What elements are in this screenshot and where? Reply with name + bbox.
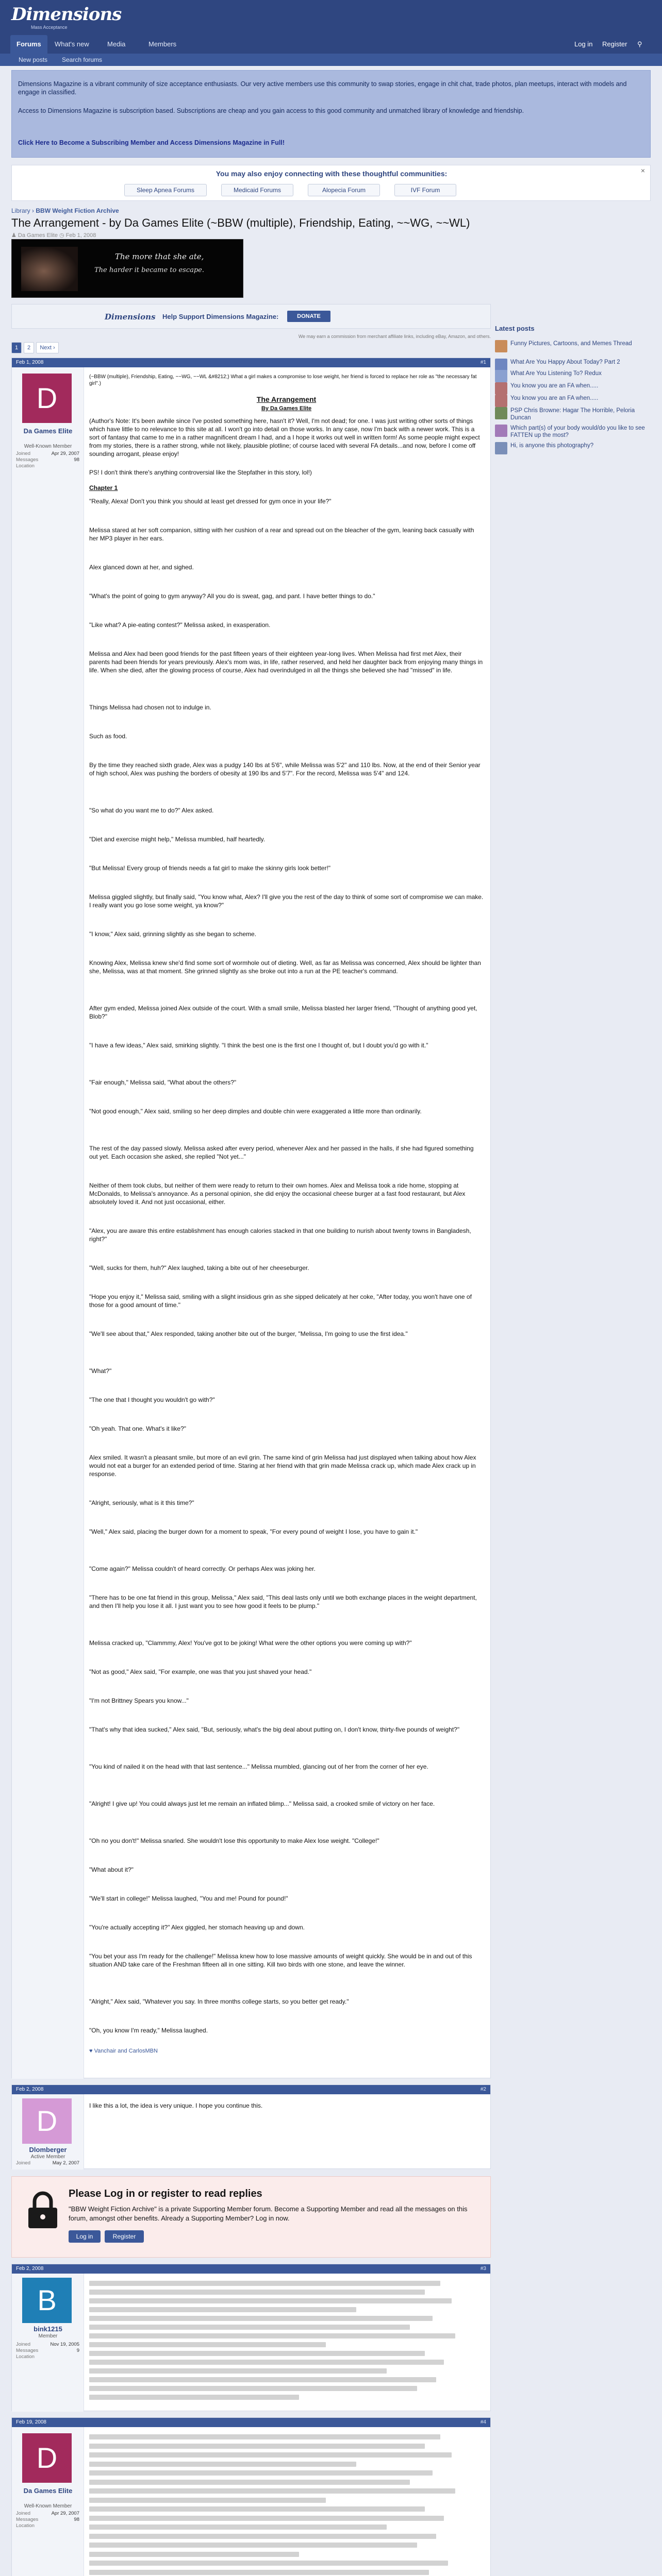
story-paragraph: "So what do you want me to do?" Alex asked. <box>89 807 214 814</box>
user-title: Well-Known Member <box>24 2503 72 2509</box>
post-text: I like this a lot, the idea is very unique. I hope you continue this. <box>89 2102 263 2109</box>
messages-label: Messages <box>16 2517 39 2522</box>
joined-label: Joined <box>16 451 30 456</box>
story-paragraph: Neither of them took clubs, but neither of them were ready to return to their own homes. Alex and Melissa took a ride home, stopping at McDonalds, to Melissa's annoyance. As a personal opinion, she did enjoy the occasional cheese burger at a fast food restaurant, but Alex absolutely loved it. And not just occasional, either. <box>89 1182 466 1206</box>
username[interactable]: Da Games Elite <box>23 2487 73 2495</box>
user-card <box>12 2427 84 2576</box>
user-card <box>12 367 84 2079</box>
sidebar-post-title[interactable]: Which part(s) of your body would/do you like to see FATTEN up the most? <box>510 425 645 438</box>
community-link-medicaid[interactable]: Medicaid Forums <box>221 184 293 196</box>
story-byline: By Da Games Elite <box>261 405 312 412</box>
communities-box <box>11 165 651 201</box>
redacted-line <box>89 2570 429 2575</box>
redacted-line <box>89 2342 326 2347</box>
user-card <box>12 2094 84 2170</box>
nav-tab-whats-new[interactable]: What's new <box>55 40 89 48</box>
joined-value: Nov 19, 2005 <box>50 2342 79 2347</box>
banner-image <box>21 247 78 291</box>
user-title: Active Member <box>30 2154 65 2160</box>
story-tags: (~BBW (multiple), Friendship, Eating, ~~WG, ~~WL &#8212;) What a girl makes a compromise to lose weight, her friend is forced to replace her role as "the necessary fat girl".) <box>89 374 477 386</box>
post-3 <box>11 2264 491 2411</box>
hidden-post-content <box>89 2281 484 2404</box>
redacted-line <box>89 2386 417 2391</box>
avatar[interactable]: B <box>22 2278 72 2323</box>
joined-value: Apr 29, 2007 <box>51 451 79 456</box>
close-icon[interactable]: × <box>640 166 645 175</box>
story-paragraph: "Alright, seriously, what is it this time?" <box>89 1499 194 1506</box>
location-label: Location <box>16 2354 35 2360</box>
sidebar-post-item[interactable] <box>495 340 651 357</box>
notice-intro: Dimensions Magazine is a vibrant community of size acceptance enthusiasts. Our very active members use this community to swap stories, engage in chit chat, trade photos, plan meetups, interact with models and engage in classified. <box>18 80 627 96</box>
joined-value: May 2, 2007 <box>52 2160 79 2166</box>
search-icon: ⚲ <box>637 40 642 48</box>
post-number[interactable]: #1 <box>480 360 486 365</box>
story-paragraph: "Not good enough," Alex said, smiling so her deep dimples and double chin were exaggerated a little more than ordinarily. <box>89 1108 422 1115</box>
story-paragraph: Such as food. <box>89 733 127 740</box>
redacted-line <box>89 2488 455 2494</box>
site-logo[interactable]: Dimensions <box>11 4 122 25</box>
redacted-line <box>89 2516 444 2521</box>
sidebar-post-item[interactable] <box>495 442 651 459</box>
story-paragraph: Melissa stared at her soft companion, sitting with her cushion of a rear and spread out on the bleacher of the gym, leaning back casually with her MP3 player in her ears. <box>89 527 474 542</box>
story-paragraph: "Like what? A pie-eating contest?" Melissa asked, in exasperation. <box>89 621 271 629</box>
post-header <box>12 358 490 367</box>
sidebar-post-item[interactable] <box>495 407 651 423</box>
likes-users[interactable]: Vanchair and CarlosMBN <box>94 2048 158 2054</box>
community-link-ivf[interactable]: IVF Forum <box>394 184 456 196</box>
next-page-button[interactable]: Next › <box>36 342 59 353</box>
messages-value: 98 <box>74 2517 79 2522</box>
story-paragraph: "That's why that idea sucked," Alex said, "But, seriously, what's the big deal about putting on, I don't know, thirty-five pounds of weight?" <box>89 1726 460 1733</box>
subnav-search-forums[interactable]: Search forums <box>62 56 103 63</box>
redacted-line <box>89 2368 387 2374</box>
messages-label: Messages <box>16 457 39 463</box>
story-paragraph: "What's the point of going to gym anyway? All you do is sweat, gag, and pant. I have better things to do." <box>89 592 375 600</box>
sidebar-post-item[interactable] <box>495 425 651 441</box>
story-paragraph: "There has to be one fat friend in this group, Melissa," Alex said, "This deal lasts only until we both exchange places in the weight department, and then I'll help you lose it all. I just want you to see how good it feels to be plump." <box>89 1594 477 1609</box>
post-header <box>12 2418 490 2427</box>
post-number[interactable]: #4 <box>480 2419 486 2425</box>
messages-label: Messages <box>16 2348 39 2353</box>
story-paragraph: By the time they reached sixth grade, Alex was a pudgy 140 lbs at 5'6", while Melissa was 5'2" and 110 lbs. Now, at the end of their Senior year of high school, Alex was pushing the borders of obesity at 190 lbs and 5'7". For the record, Melissa was 5'4" and 124. <box>89 761 481 777</box>
thread-date: Feb 1, 2008 <box>65 232 96 239</box>
username[interactable]: Da Games Elite <box>23 427 73 435</box>
sidebar-post-title[interactable]: What Are You Happy About Today? Part 2 <box>510 359 620 365</box>
lock-icon <box>26 2191 59 2229</box>
story-paragraph: "I have a few ideas," Alex said, smirking slightly. "I think the best one is the first one I thought of, but I doubt you'd go with it." <box>89 1042 428 1049</box>
sidebar-post-title[interactable]: You know you are an FA when..... <box>510 395 599 401</box>
redacted-line <box>89 2307 356 2312</box>
redacted-line <box>89 2561 448 2566</box>
register-link[interactable]: Register <box>602 40 627 48</box>
page-2-button[interactable]: 2 <box>24 342 34 353</box>
redacted-line <box>89 2298 452 2303</box>
story-paragraph: "You kind of nailed it on the head with that last sentence..." Melissa mumbled, glancing out of her from the corner of her eye. <box>89 1763 428 1770</box>
story-paragraph: The rest of the day passed slowly. Melissa asked after every period, whenever Alex and her passed in the halls, if she had figured something out yet. Each occasion she asked, she replied "Not yet..." <box>89 1145 474 1160</box>
story-paragraph: "But Melissa! Every group of friends needs a fat girl to make the skinny girls look better!" <box>89 865 331 872</box>
story-paragraph: "What?" <box>89 1367 112 1375</box>
breadcrumb-library[interactable]: Library <box>11 207 30 214</box>
site-tagline: Mass Acceptance <box>31 25 68 30</box>
redacted-line <box>89 2351 425 2356</box>
sub-nav <box>0 54 662 66</box>
user-title: Member <box>38 2333 58 2339</box>
pagination <box>11 342 114 353</box>
story-paragraph: "We'll start in college!" Melissa laughed, "You and me! Pound for pound!" <box>89 1895 288 1902</box>
sidebar-post-title[interactable]: PSP Chris Browne: Hagar The Horrible, Peloria Duncan <box>510 408 635 421</box>
story-paragraph: Melissa cracked up, "Clammmy, Alex! You've got to be joking! What were the other options you were coming up with?" <box>89 1639 412 1647</box>
story-paragraph: "Alright! I give up! You could always just let me remain an inflated blimp..." Melissa said, a crooked smile of victory on her face. <box>89 1800 435 1807</box>
story-paragraph: Things Melissa had chosen not to indulge in. <box>89 704 211 711</box>
redacted-line <box>89 2552 299 2557</box>
login-required-notice <box>11 2176 491 2258</box>
banner-line-1: The more that she ate, <box>115 252 204 261</box>
post-body <box>89 374 484 2063</box>
chevron-right-icon: › <box>32 207 36 214</box>
redacted-line <box>89 2470 433 2476</box>
support-logo: Dimensions <box>105 312 156 321</box>
redacted-line <box>89 2462 356 2467</box>
messages-value: 9 <box>76 2348 79 2353</box>
story-paragraph: "You bet your ass I'm ready for the challenge!" Melissa knew how to lose massive amounts of weight quickly. She would be in and out of this situation AND take care of the Freshman fifteen all in one sitting. Kill two birds with one stone, and leave the winner. <box>89 1953 472 1968</box>
post-date[interactable]: Feb 2, 2008 <box>16 2087 44 2092</box>
thread-thumbnail <box>495 340 507 352</box>
author-ps: PS! I don't think there's anything controversial like the Stepfather in this story, lol!) <box>89 469 312 476</box>
nav-tab-media[interactable]: Media <box>107 40 126 48</box>
breadcrumb <box>11 207 119 214</box>
donate-button[interactable]: DONATE <box>287 311 330 322</box>
thread-title: The Arrangement - by Da Games Elite (~BBW (multiple), Friendship, Eating, ~~WG, ~~WL) <box>11 216 470 229</box>
story-paragraph: "Alex, you are aware this entire establishment has enough calories stacked in that one building to nurish about twenty towns in Bangladesh, right?" <box>89 1227 471 1243</box>
post-4 <box>11 2417 491 2576</box>
hidden-post-content <box>89 2434 484 2576</box>
story-paragraph: "Come again?" Melissa couldn't of heard correctly. Or perhaps Alex was joking her. <box>89 1565 316 1572</box>
post-header <box>12 2085 490 2094</box>
story-paragraph: "I know," Alex said, grinning slightly as she began to scheme. <box>89 930 257 938</box>
redacted-line <box>89 2316 433 2321</box>
username[interactable]: bink1215 <box>34 2325 62 2333</box>
joined-label: Joined <box>16 2511 30 2516</box>
redacted-line <box>89 2452 452 2458</box>
sidebar-post-title[interactable]: Hi, is anyone this photography? <box>510 443 594 449</box>
redacted-line <box>89 2524 387 2530</box>
redacted-line <box>89 2333 455 2338</box>
redacted-line <box>89 2281 440 2286</box>
story-paragraph: "Alright," Alex said, "Whatever you say. In three months college starts, so you better get ready." <box>89 1998 349 2005</box>
page-1-button[interactable]: 1 <box>11 342 22 353</box>
support-text: Help Support Dimensions Magazine: <box>162 313 279 320</box>
redacted-line <box>89 2377 436 2382</box>
avatar[interactable]: D <box>22 2433 72 2483</box>
sidebar-post-title[interactable]: Funny Pictures, Cartoons, and Memes Thread <box>510 341 632 347</box>
login-required-text: "BBW Weight Fiction Archive" is a private Supporting Member forum. Become a Supporting Member and read all the messages on this forum, amongst other benefits. Already a Supporting Member? Log in now. <box>69 2205 468 2222</box>
support-bar <box>11 304 491 329</box>
post-1 <box>11 358 491 2078</box>
sidebar-post-title[interactable]: What Are You Listening To? Redux <box>510 370 602 377</box>
post-date[interactable]: Feb 1, 2008 <box>16 360 44 365</box>
thread-author[interactable]: Da Games Elite <box>18 232 58 239</box>
author-note: (Author's Note: It's been awhile since I've posted something here, hasn't it? Well, I'm not dead; for one. I was just writing other sorts of things which have little to no relevance to this site at all. I won't go into detail on those works. In any case, now I'm back with a newer work. This is a sort of fantasy that came to me in a rather magnificent dream I had, and a I hope it works out well in written form! As some people might expect from my stories, there is a rather strong, while not likely, plausible plotline; of course laced with several FA details...and now, before I come off sounding arrogant, please enjoy! <box>89 417 480 457</box>
story-paragraph: Melissa giggled slightly, but finally said, "You know what, Alex? I'll give you the rest of the day to think of some sort of compromise we can make. I really want you go lose some weight, ya know?" <box>89 893 484 909</box>
post-likes <box>89 2047 484 2055</box>
notice-subscription: Access to Dimensions Magazine is subscription based. Subscriptions are cheap and you gain access to this good community and unmatched library of knowledge and friendship. <box>18 107 524 114</box>
site-header <box>0 0 662 35</box>
story-paragraph: Alex glanced down at her, and sighed. <box>89 564 194 571</box>
login-link[interactable]: Log in <box>574 40 593 48</box>
story-paragraph: "Diet and exercise might help," Melissa mumbled, half heartedly. <box>89 836 266 843</box>
redacted-line <box>89 2444 425 2449</box>
community-link-alopecia[interactable]: Alopecia Forum <box>308 184 380 196</box>
location-label: Location <box>16 2523 35 2529</box>
clock-icon: ◷ <box>59 232 66 239</box>
redacted-line <box>89 2290 425 2295</box>
story-paragraph: "Oh no you don't!" Melissa snarled. She wouldn't lose this opportunity to make Alex lose weight. "College!" <box>89 1837 379 1844</box>
redacted-line <box>89 2395 299 2400</box>
thread-thumbnail <box>495 395 507 407</box>
main-nav <box>0 35 662 54</box>
post-date[interactable]: Feb 2, 2008 <box>16 2266 44 2272</box>
redacted-line <box>89 2360 444 2365</box>
thread-thumbnail <box>495 370 507 382</box>
post-header <box>12 2264 490 2274</box>
user-icon: ♟ <box>11 232 18 239</box>
nav-tab-members[interactable]: Members <box>148 40 177 48</box>
nav-tab-forums[interactable]: Forums <box>10 35 47 54</box>
login-required-title: Please Log in or register to read replies <box>69 2188 262 2199</box>
post-date[interactable]: Feb 19, 2008 <box>16 2419 46 2425</box>
story-paragraph: After gym ended, Melissa joined Alex outside of the court. With a small smile, Melissa blasted her larger friend, "Thought of anything good yet, Blob?" <box>89 1005 477 1020</box>
search-link[interactable] <box>637 35 662 54</box>
subnav-new-posts[interactable]: New posts <box>19 56 48 63</box>
commission-disclosure: We may earn a commission from merchant affiliate links, including eBay, Amazon, and others. <box>298 334 491 339</box>
story-paragraph: "Oh yeah. That one. What's it like?" <box>89 1425 187 1432</box>
breadcrumb-archive[interactable]: BBW Weight Fiction Archive <box>36 207 119 214</box>
redacted-line <box>89 2534 436 2539</box>
redacted-line <box>89 2480 410 2485</box>
communities-title: You may also enjoy connecting with these thoughtful communities: <box>216 170 448 178</box>
redacted-line <box>89 2543 417 2548</box>
story-paragraph: "I'm not Brittney Spears you know..." <box>89 1697 189 1704</box>
story-paragraph: "Fair enough," Melissa said, "What about the others?" <box>89 1079 237 1086</box>
thread-thumbnail <box>495 359 507 371</box>
story-paragraph: Knowing Alex, Melissa knew she'd find some sort of wormhole out of dieting. Well, as far as Melissa was concerned, Alex should be lighter than she, Melissa, was at that moment. She grinned slightly as she broke out into a run at the PE teacher's command. <box>89 959 481 975</box>
redacted-line <box>89 2325 410 2330</box>
story-paragraph: "What about it?" <box>89 1866 134 1873</box>
register-button[interactable]: Register <box>105 2230 144 2243</box>
post-number[interactable]: #2 <box>480 2087 486 2092</box>
user-title: Well-Known Member <box>24 444 72 449</box>
story-paragraph: "Hope you enjoy it," Melissa said, smiling with a slight insidious grin as she sipped delicately at her coke, "After today, you won't have one of those for a good amount of time." <box>89 1293 472 1309</box>
story-paragraph: "Well, sucks for them, huh?" Alex laughed, taking a bite out of her cheeseburger. <box>89 1264 309 1272</box>
thread-thumbnail <box>495 407 507 419</box>
story-paragraph: "Not as good," Alex said, "For example, one was that you just shaved your head." <box>89 1668 312 1675</box>
story-paragraph: "Oh, you know I'm ready," Melissa laughed. <box>89 2027 208 2034</box>
subscription-notice <box>11 70 651 158</box>
story-paragraph: Melissa and Alex had been good friends for the past fifteen years of their eighteen year-long lives. When Melissa had first met Alex, their parents had been friends for years previously. Alex's mom was, in life, rather reserved, and held her daughter back from enjoying many things in life. When she died, after the glowing process of course, Alex had overindulged in all the things she believed she had "missed" in life. <box>89 650 483 674</box>
subscribe-link[interactable]: Click Here to Become a Subscribing Member and Access Dimensions Magazine in Full! <box>18 139 285 146</box>
redacted-line <box>89 2434 440 2439</box>
redacted-line <box>89 2506 425 2512</box>
thread-thumbnail <box>495 425 507 437</box>
joined-label: Joined <box>16 2160 30 2166</box>
story-paragraph: "The one that I thought you wouldn't go with?" <box>89 1396 215 1403</box>
story-paragraph: "You're actually accepting it?" Alex giggled, her stomach heaving up and down. <box>89 1924 305 1931</box>
login-button[interactable]: Log in <box>69 2230 101 2243</box>
story-paragraph: Alex smiled. It wasn't a pleasant smile, but more of an evil grin. The same kind of grin Melissa had just displayed when talking about how Alex would not eat a burger for an extended period of time. Staring at her friend with that grin made Melissa crack up, which made Alex crack up in response. <box>89 1454 476 1478</box>
location-label: Location <box>16 463 35 469</box>
story-heading: The Arrangement <box>256 395 317 403</box>
joined-label: Joined <box>16 2342 30 2347</box>
user-card <box>12 2274 84 2412</box>
joined-value: Apr 29, 2007 <box>51 2511 79 2516</box>
avatar[interactable]: D <box>22 374 72 423</box>
chapter-heading: Chapter 1 <box>89 484 118 492</box>
community-link-sleep-apnea[interactable]: Sleep Apnea Forums <box>124 184 207 196</box>
story-paragraph: "We'll see about that," Alex responded, taking another bite out of the burger, "Melissa, I'm going to use the first idea." <box>89 1330 408 1337</box>
post-body <box>89 2102 484 2122</box>
post-number[interactable]: #3 <box>480 2266 486 2272</box>
thread-meta <box>11 232 96 239</box>
post-2 <box>11 2084 491 2169</box>
banner-line-2: The harder it became to escape. <box>94 266 205 274</box>
story-paragraph: "Well," Alex said, placing the burger down for a moment to speak, "For every pound of weight I lose, you have to gain it." <box>89 1528 418 1535</box>
story-paragraph: "Really, Alexa! Don't you think you should at least get dressed for gym once in your life?" <box>89 498 332 505</box>
redacted-line <box>89 2498 326 2503</box>
username[interactable]: Dlomberger <box>29 2146 67 2154</box>
promo-banner[interactable] <box>11 239 243 298</box>
messages-value: 98 <box>74 457 79 463</box>
latest-posts-title: Latest posts <box>495 325 535 332</box>
thread-thumbnail <box>495 382 507 395</box>
thumbs-up-icon: ♥ <box>89 2048 94 2054</box>
avatar[interactable]: D <box>22 2098 72 2144</box>
thread-thumbnail <box>495 442 507 454</box>
sidebar-post-title[interactable]: You know you are an FA when..... <box>510 383 599 389</box>
